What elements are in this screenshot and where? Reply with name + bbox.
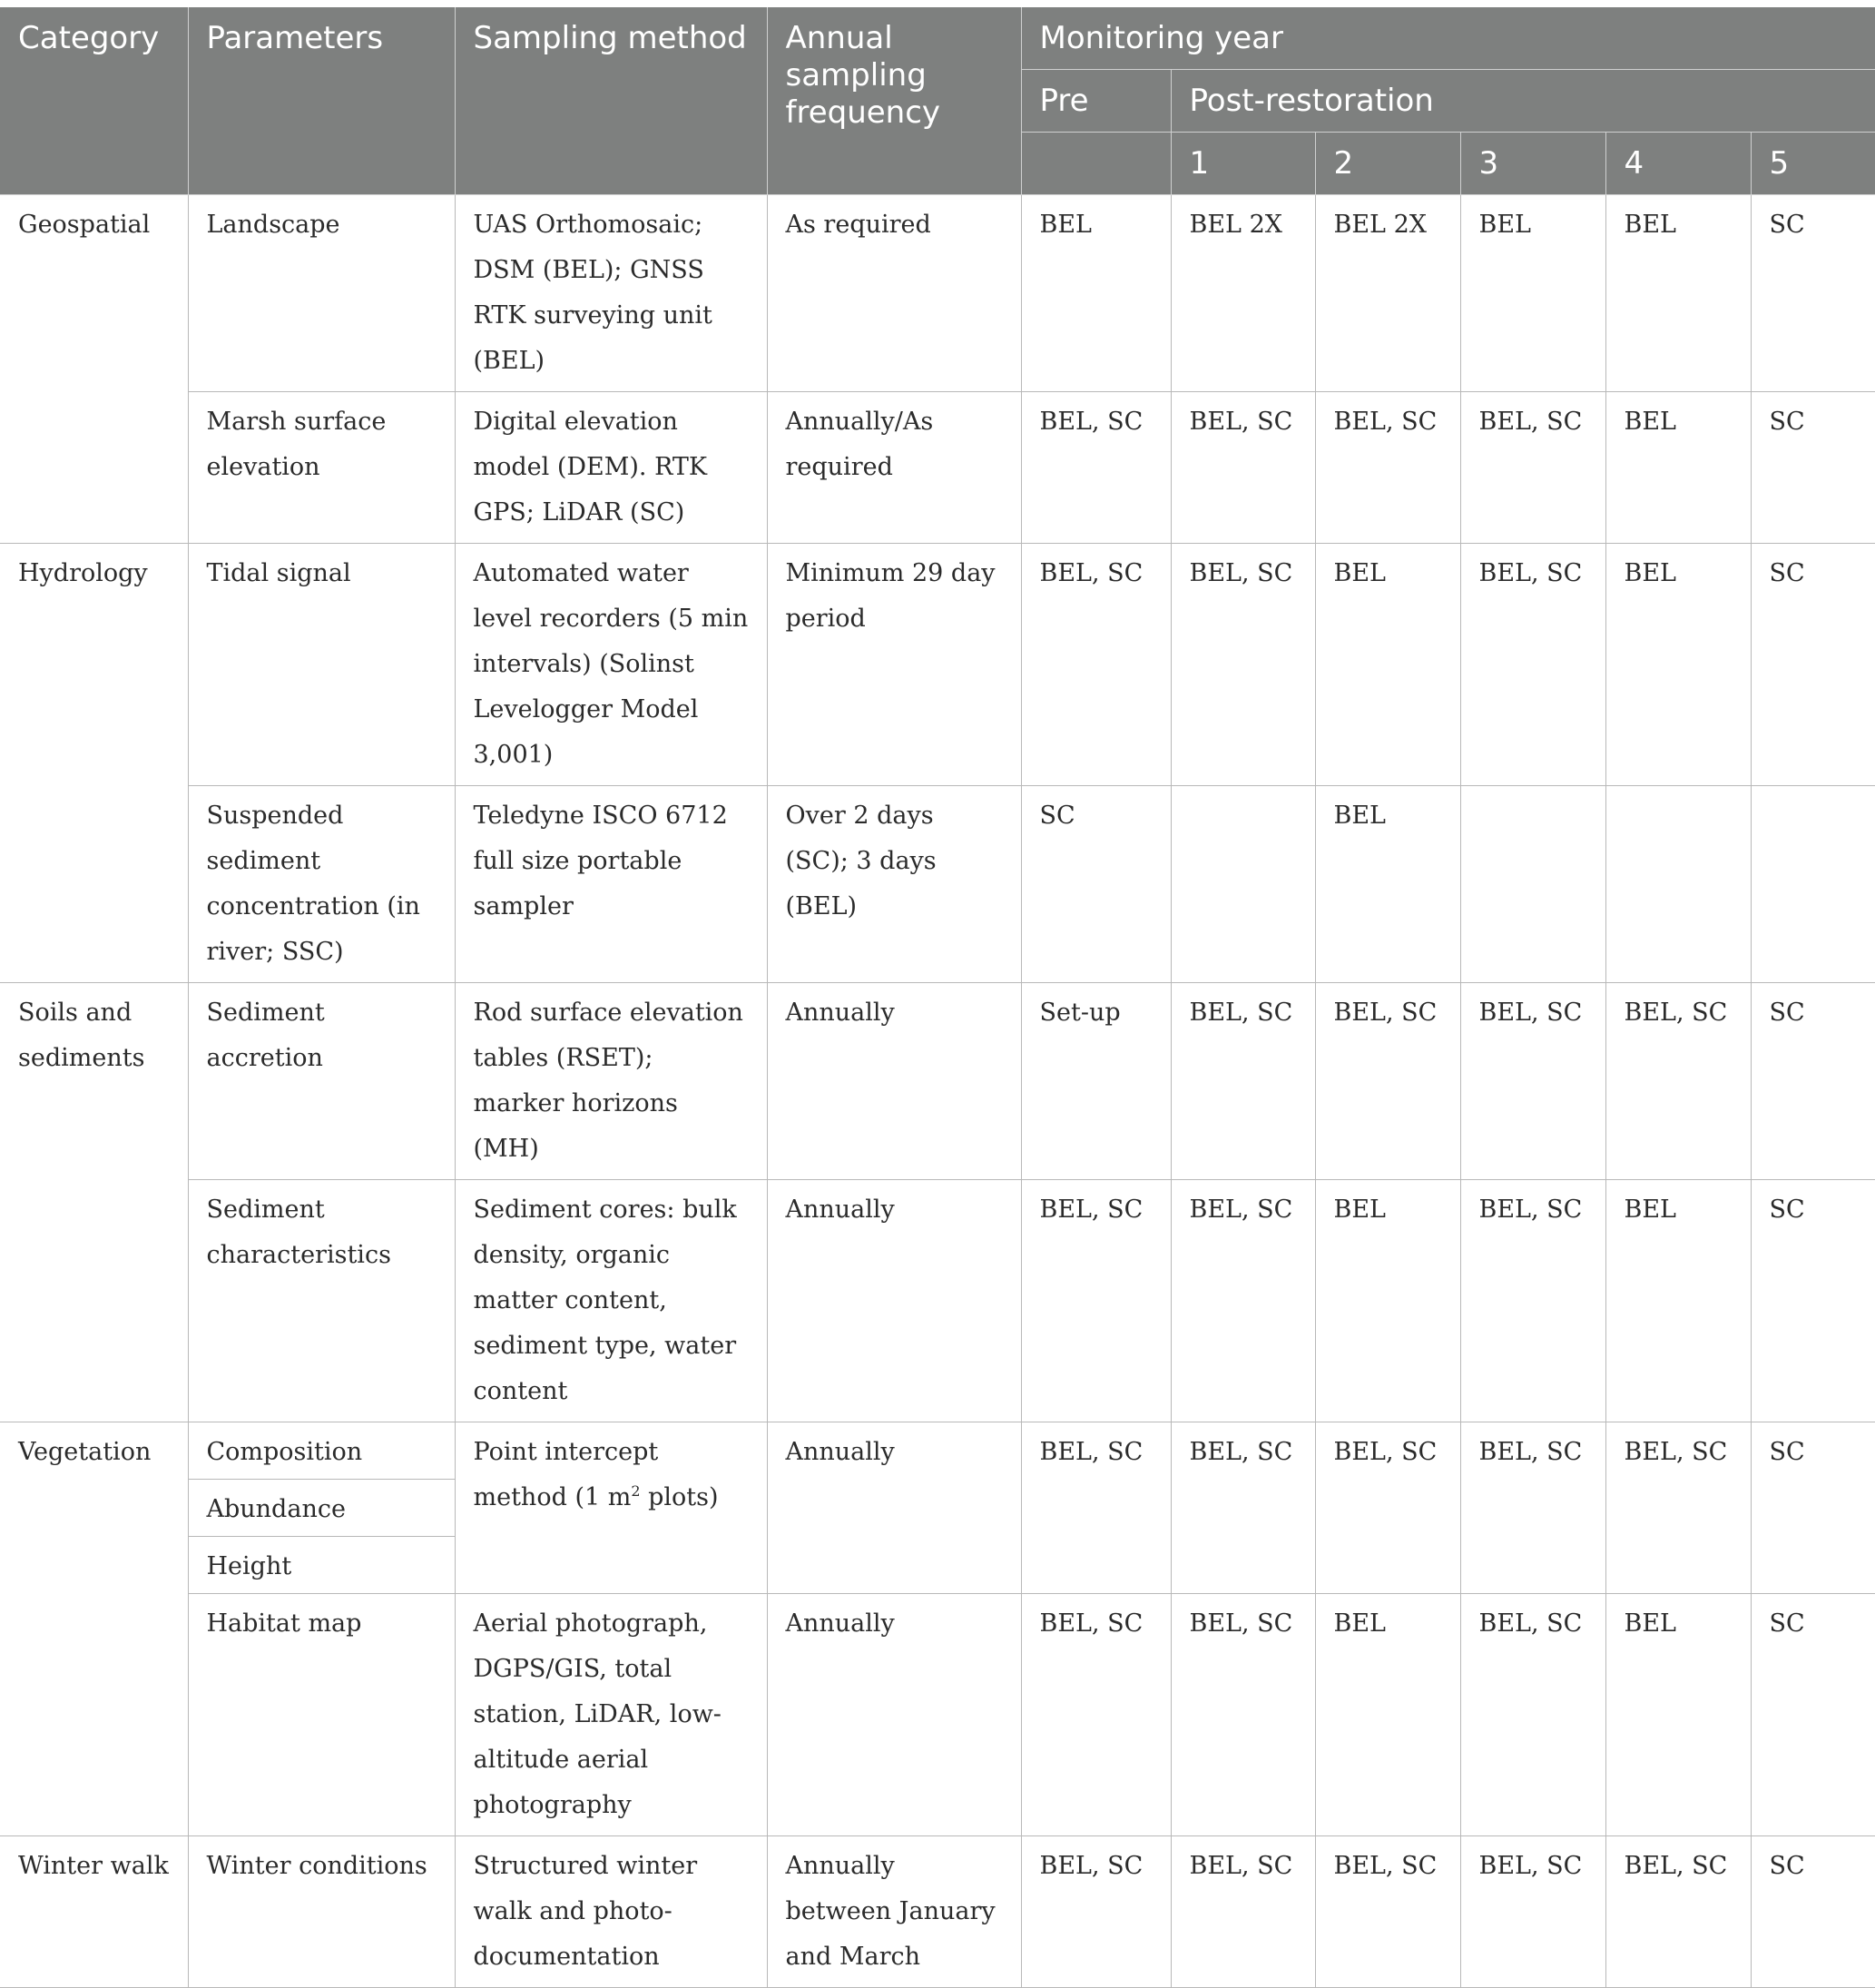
header-category: Category bbox=[0, 7, 188, 195]
category-cell: Vegetation bbox=[0, 1422, 188, 1836]
table-row bbox=[0, 983, 1875, 1180]
table-row bbox=[0, 544, 1875, 786]
method-cell: UAS Orthomosaic; DSM (BEL); GNSS RTK surveying unit (BEL) bbox=[455, 195, 767, 392]
year-2-cell: BEL bbox=[1315, 544, 1460, 786]
header-post-restoration: Post-restoration bbox=[1171, 70, 1875, 133]
table-row bbox=[0, 786, 1875, 983]
table-body bbox=[0, 195, 1875, 1988]
year-5-cell: SC bbox=[1751, 1180, 1875, 1422]
parameter-cell: Landscape bbox=[188, 195, 455, 392]
pre-cell: BEL, SC bbox=[1021, 392, 1171, 544]
year-3-cell bbox=[1460, 786, 1605, 983]
pre-cell: Set-up bbox=[1021, 983, 1171, 1180]
year-5-cell: SC bbox=[1751, 195, 1875, 392]
table-row bbox=[0, 1422, 1875, 1480]
table-row bbox=[0, 195, 1875, 392]
parameter-cell: Tidal signal bbox=[188, 544, 455, 786]
method-cell: Teledyne ISCO 6712 full size portable sampler bbox=[455, 786, 767, 983]
header-year-4: 4 bbox=[1605, 133, 1751, 195]
year-3-cell: BEL, SC bbox=[1460, 392, 1605, 544]
year-1-cell: BEL, SC bbox=[1171, 983, 1315, 1180]
year-2-cell: BEL, SC bbox=[1315, 1836, 1460, 1988]
year-2-cell: BEL 2X bbox=[1315, 195, 1460, 392]
table-header bbox=[0, 7, 1875, 195]
frequency-cell: Over 2 days (SC); 3 days (BEL) bbox=[767, 786, 1021, 983]
year-3-cell: BEL, SC bbox=[1460, 983, 1605, 1180]
year-4-cell: BEL, SC bbox=[1605, 1836, 1751, 1988]
year-1-cell: BEL, SC bbox=[1171, 1836, 1315, 1988]
parameter-cell: Height bbox=[188, 1537, 455, 1594]
parameter-cell: Habitat map bbox=[188, 1594, 455, 1836]
year-5-cell: SC bbox=[1751, 1422, 1875, 1594]
parameter-cell: Composition bbox=[188, 1422, 455, 1480]
header-monitoring-year: Monitoring year bbox=[1021, 7, 1875, 70]
frequency-cell: Annually bbox=[767, 1422, 1021, 1594]
year-4-cell: BEL bbox=[1605, 392, 1751, 544]
year-2-cell: BEL, SC bbox=[1315, 983, 1460, 1180]
year-5-cell: SC bbox=[1751, 1594, 1875, 1836]
pre-cell: BEL, SC bbox=[1021, 1180, 1171, 1422]
frequency-cell: As required bbox=[767, 195, 1021, 392]
year-3-cell: BEL, SC bbox=[1460, 1422, 1605, 1594]
table-row bbox=[0, 1836, 1875, 1988]
frequency-cell: Annually bbox=[767, 983, 1021, 1180]
year-5-cell: SC bbox=[1751, 1836, 1875, 1988]
year-1-cell: BEL, SC bbox=[1171, 392, 1315, 544]
category-cell: Geospatial bbox=[0, 195, 188, 544]
year-5-cell: SC bbox=[1751, 392, 1875, 544]
year-2-cell: BEL, SC bbox=[1315, 392, 1460, 544]
method-cell: Digital elevation model (DEM). RTK GPS; LiDAR (SC) bbox=[455, 392, 767, 544]
year-1-cell: BEL, SC bbox=[1171, 1180, 1315, 1422]
year-3-cell: BEL, SC bbox=[1460, 1594, 1605, 1836]
frequency-cell: Annually bbox=[767, 1180, 1021, 1422]
header-sampling-method: Sampling method bbox=[455, 7, 767, 195]
year-3-cell: BEL, SC bbox=[1460, 1180, 1605, 1422]
category-cell: Soils and sediments bbox=[0, 983, 188, 1422]
year-3-cell: BEL, SC bbox=[1460, 544, 1605, 786]
year-2-cell: BEL bbox=[1315, 786, 1460, 983]
header-year-5: 5 bbox=[1751, 133, 1875, 195]
year-4-cell: BEL bbox=[1605, 195, 1751, 392]
method-cell bbox=[455, 1422, 767, 1594]
category-cell: Hydrology bbox=[0, 544, 188, 983]
header-year-3: 3 bbox=[1460, 133, 1605, 195]
frequency-cell: Annually between January and March bbox=[767, 1836, 1021, 1988]
year-3-cell: BEL, SC bbox=[1460, 1836, 1605, 1988]
year-4-cell bbox=[1605, 786, 1751, 983]
parameter-cell: Abundance bbox=[188, 1480, 455, 1537]
year-5-cell: SC bbox=[1751, 983, 1875, 1180]
frequency-cell: Minimum 29 day period bbox=[767, 544, 1021, 786]
header-year-1: 1 bbox=[1171, 133, 1315, 195]
year-2-cell: BEL, SC bbox=[1315, 1422, 1460, 1594]
method-cell: Aerial photograph, DGPS/GIS, total station, LiDAR, low-altitude aerial photography bbox=[455, 1594, 767, 1836]
parameter-cell: Winter conditions bbox=[188, 1836, 455, 1988]
table-row bbox=[0, 392, 1875, 544]
year-3-cell: BEL bbox=[1460, 195, 1605, 392]
year-1-cell: BEL, SC bbox=[1171, 1422, 1315, 1594]
pre-cell: BEL, SC bbox=[1021, 544, 1171, 786]
method-cell: Automated water level recorders (5 min intervals) (Solinst Levelogger Model 3,001) bbox=[455, 544, 767, 786]
monitoring-table bbox=[0, 7, 1875, 1988]
method-cell: Structured winter walk and photo-documentation bbox=[455, 1836, 767, 1988]
table-row bbox=[0, 1594, 1875, 1836]
year-2-cell: BEL bbox=[1315, 1594, 1460, 1836]
header-pre-empty bbox=[1021, 133, 1171, 195]
year-1-cell: BEL, SC bbox=[1171, 544, 1315, 786]
year-4-cell: BEL, SC bbox=[1605, 983, 1751, 1180]
year-1-cell: BEL, SC bbox=[1171, 1594, 1315, 1836]
pre-cell: BEL, SC bbox=[1021, 1836, 1171, 1988]
pre-cell: BEL bbox=[1021, 195, 1171, 392]
year-4-cell: BEL bbox=[1605, 1180, 1751, 1422]
method-cell: Sediment cores: bulk density, organic matter content, sediment type, water content bbox=[455, 1180, 767, 1422]
year-1-cell bbox=[1171, 786, 1315, 983]
year-2-cell: BEL bbox=[1315, 1180, 1460, 1422]
category-cell: Winter walk bbox=[0, 1836, 188, 1988]
pre-cell: BEL, SC bbox=[1021, 1422, 1171, 1594]
table-row bbox=[0, 1180, 1875, 1422]
year-5-cell bbox=[1751, 786, 1875, 983]
year-4-cell: BEL bbox=[1605, 544, 1751, 786]
parameter-cell: Marsh surface elevation bbox=[188, 392, 455, 544]
superscript-2: 2 bbox=[631, 1482, 641, 1500]
parameter-cell: Sediment characteristics bbox=[188, 1180, 455, 1422]
year-5-cell: SC bbox=[1751, 544, 1875, 786]
header-pre: Pre bbox=[1021, 70, 1171, 133]
pre-cell: BEL, SC bbox=[1021, 1594, 1171, 1836]
frequency-cell: Annually/As required bbox=[767, 392, 1021, 544]
year-4-cell: BEL bbox=[1605, 1594, 1751, 1836]
parameter-cell: Suspended sediment concentration (in river; SSC) bbox=[188, 786, 455, 983]
frequency-cell: Annually bbox=[767, 1594, 1021, 1836]
method-text-end: plots) bbox=[640, 1483, 719, 1511]
parameter-cell: Sediment accretion bbox=[188, 983, 455, 1180]
method-text: Point intercept method (1 m bbox=[473, 1438, 659, 1511]
year-1-cell: BEL 2X bbox=[1171, 195, 1315, 392]
header-annual-frequency: Annual sampling frequency bbox=[767, 7, 1021, 195]
pre-cell: SC bbox=[1021, 786, 1171, 983]
method-cell: Rod surface elevation tables (RSET); marker horizons (MH) bbox=[455, 983, 767, 1180]
year-4-cell: BEL, SC bbox=[1605, 1422, 1751, 1594]
header-parameters: Parameters bbox=[188, 7, 455, 195]
header-year-2: 2 bbox=[1315, 133, 1460, 195]
